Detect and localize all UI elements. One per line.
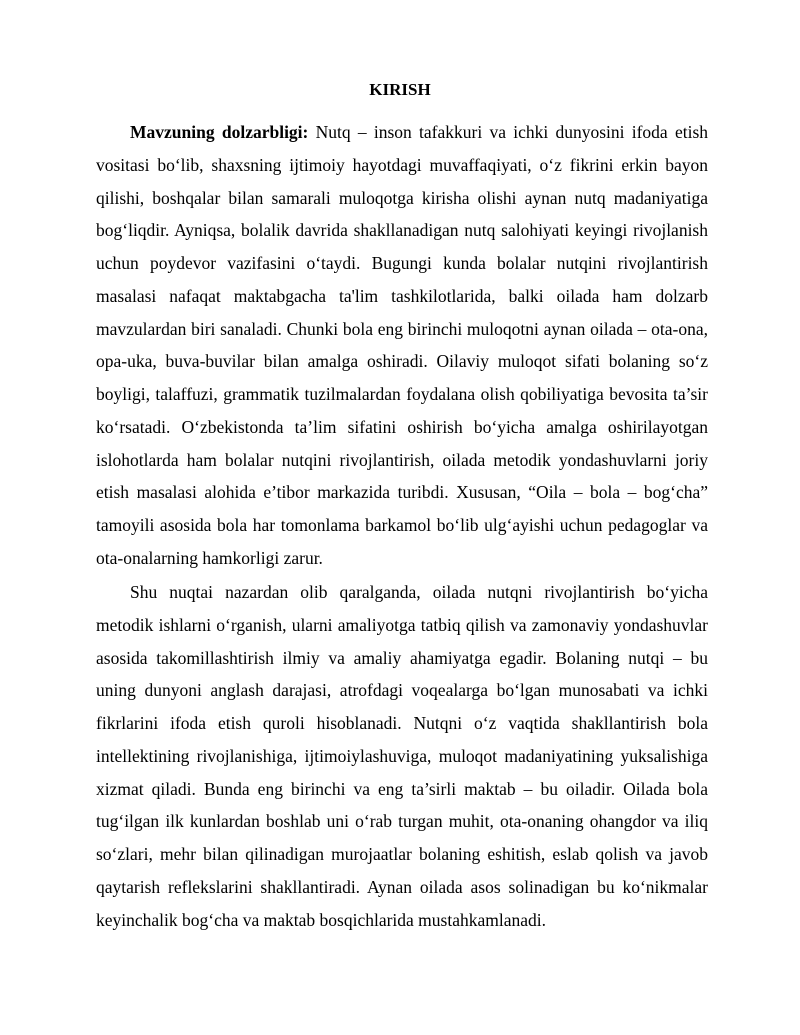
paragraph-body: Nutq – inson tafakkuri va ichki dunyosini ifoda etish vositasi bo‘lib, shaxsning ijtimoiy hayotdagi muvaffaqiyati, o‘z fikrini erkin bayon qilishi, boshqalar bilan samarali muloqotga kirisha olishi aynan nutq madaniyatiga bog‘liqdir. Ayniqsa, bolalik davrida shakllanadigan nutq salohiyati keyingi rivojlanish uchun poydevor vazifasini o‘taydi. Bugungi kunda bolalar nutqini rivojlantirish masalasi nafaqat maktabgacha ta'lim tashkilotlarida, balki oilada ham dolzarb mavzulardan biri sanaladi. Chunki bola eng birinchi muloqotni aynan oilada – ota-ona, opa-uka, buva-buvilar bilan amalga oshiradi. Oilaviy muloqot sifati bolaning so‘z boyligi, talaffuzi, grammatik tuzilmalardan foydalana olish qobiliyatiga bevosita ta’sir ko‘rsatadi. O‘zbekistonda ta’lim sifatini oshirish bo‘yicha amalga oshirilayotgan islohotlarda ham bolalar nutqini rivojlantirish, oilada metodik yondashuvlarni joriy etish masalasi alohida e’tibor markazida turibdi. Xususan, “Oila – bola – bog‘cha” tamoyili asosida bola har tomonlama barkamol bo‘lib ulg‘ayishi uchun pedagoglar va ota-onalarning hamkorligi zarur. [96, 122, 708, 568]
paragraph-lead: Mavzuning dolzarbligi: [130, 122, 309, 142]
page-title: KIRISH [369, 80, 431, 99]
paragraph-relevance [96, 116, 708, 575]
paragraph-body-second: Shu nuqtai nazardan olib qaralganda, oilada nutqni rivojlantirish bo‘yicha metodik ishlarni o‘rganish, ularni amaliyotga tatbiq qilish va zamonaviy yondashuvlar asosida takomillashtirish ilmiy va amaliy ahamiyatga egadir. Bolaning nutqi – bu uning dunyoni anglash darajasi, atrofdagi voqealarga bo‘lgan munosabati va ichki fikrlarini ifoda etish quroli hisoblanadi. Nutqni o‘z vaqtida shakllantirish bola intellektining rivojlanishiga, ijtimoiylashuviga, muloqot madaniyatining yuksalishiga xizmat qiladi. Bunda eng birinchi va eng ta’sirli maktab – bu oiladir. Oilada bola tug‘ilgan ilk kunlardan boshlab uni o‘rab turgan muhit, ota-onaning ohangdor va iliq so‘zlari, mehr bilan qilinadigan murojaatlar bolaning eshitish, eslab qolish va javob qaytarish reflekslarini shakllantiradi. Aynan oilada asos solinadigan bu ko‘nikmalar keyinchalik bog‘cha va maktab bosqichlarida mustahkamlanadi. [96, 582, 708, 930]
